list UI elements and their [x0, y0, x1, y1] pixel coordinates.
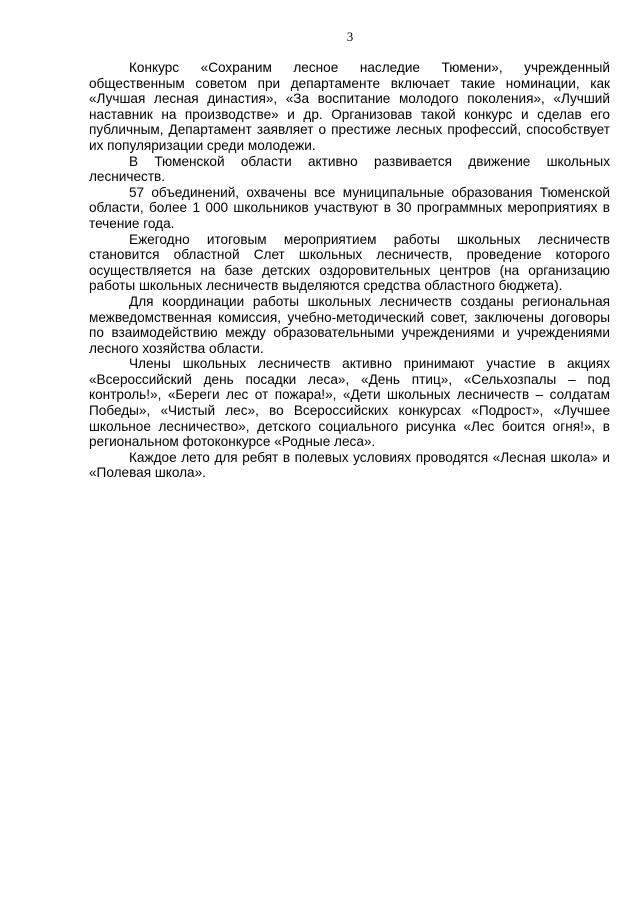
paragraph-school-forestry-movement: В Тюменской области активно развивается движение школьных лесничеств.: [89, 153, 610, 185]
paragraph-actions-contests: Члены школьных лесничеств активно принимают участие в акциях «Всероссийский день посадки леса», «День птиц», «Сельхозпалы – под контроль!», «Береги лес от пожара!», «Дети школьных лесничеств – солдатам Победы», «Чистый лес», во Всероссийских конкурсах «Подрост», «Лучшее школьное лесничество», детского социального рисунка «Лес боится огня!», в региональном фотоконкурсе «Родные леса».: [89, 356, 610, 450]
paragraph-contest: Конкурс «Сохраним лесное наследие Тюмени», учрежденный общественным советом при департаменте включает такие номинации, как «Лучшая лесная династия», «За воспитание молодого поколения», «Лучший наставник на производстве» и др. Организовав такой конкурс и сделав его публичным, Департамент заявляет о престиже лесных профессий, способствует их популяризации среди молодежи.: [89, 60, 610, 153]
paragraph-summer-schools: Каждое лето для ребят в полевых условиях проводятся «Лесная школа» и «Полевая школа».: [89, 449, 610, 481]
page-number: 3: [346, 29, 354, 44]
paragraph-coordination: Для координации работы школьных лесничеств созданы региональная межведомственная комиссия, учебно-методический совет, заключены договоры по взаимодействию между образовательными учреждениями и учреждениями лесного хозяйства области.: [89, 293, 610, 356]
paragraph-annual-rally: Ежегодно итоговым мероприятием работы школьных лесничеств становится областной Слет школьных лесничеств, проведение которого осуществляется на базе детских оздоровительных центров (на организацию работы школьных лесничеств выделяются средства областного бюджета).: [89, 231, 610, 294]
document-body: [89, 60, 610, 481]
paragraph-associations-count: 57 объединений, охвачены все муниципальные образования Тюменской области, более 1 000 школьников участвуют в 30 программных мероприятиях в течение года.: [89, 184, 610, 231]
